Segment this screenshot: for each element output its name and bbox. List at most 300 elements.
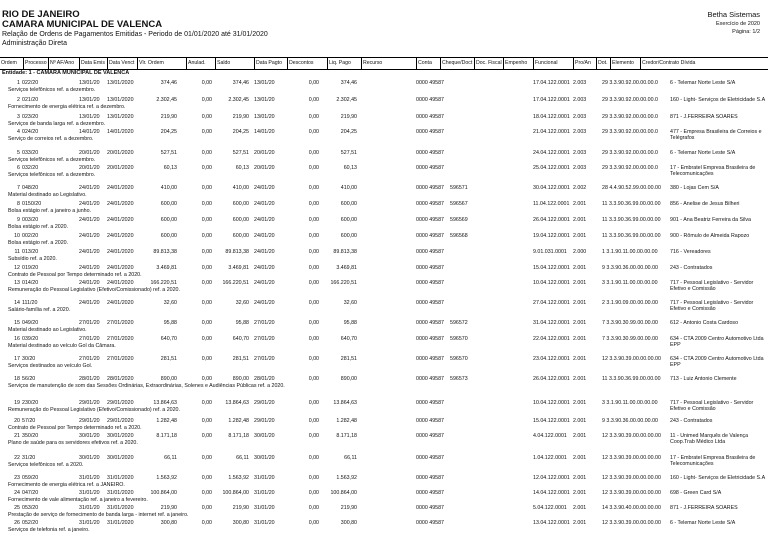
row-description: Serviços telefônicos ref. a 2020. (8, 462, 84, 468)
row-description: Contrato de Pessoal por Tempo determinado ref. a 2020. (8, 425, 142, 431)
row-description: Fornecimento de energia elétrica ref. a JANEIRO. (8, 482, 125, 488)
cell-vlr: 300,80 (160, 520, 177, 526)
row-description: Serviços de banda larga ref. a dezembro. (8, 121, 106, 127)
cell-vlr: 890,00 (160, 376, 177, 382)
cell-emis: 31/01/20 (79, 490, 100, 496)
cell-conta: 0000 49587 (416, 320, 444, 326)
cell-elem: 2 3.1.90.09.00.00.00.00 (602, 300, 658, 306)
cell-conta: 0000 49587 (416, 150, 444, 156)
column-header-10: Liq. Pago (327, 58, 351, 69)
report-meta (707, 10, 760, 36)
cell-venc: 31/01/2020 (107, 490, 134, 496)
cell-anul: 0,00 (201, 455, 212, 461)
cell-liq: 8.171,18 (336, 433, 357, 439)
cell-desc: 0,00 (308, 80, 319, 86)
cell-desc: 0,00 (308, 520, 319, 526)
cell-liq: 300,80 (340, 520, 357, 526)
cell-venc: 13/01/2020 (107, 97, 134, 103)
cell-conta: 0000 49587 (416, 185, 444, 191)
cell-func: 21.04.122.0001 (533, 129, 570, 135)
cell-anul: 0,00 (201, 114, 212, 120)
cell-pro: 2.003 (573, 97, 587, 103)
cell-pag: 30/01/20 (254, 455, 275, 461)
cell-emis: 24/01/20 (79, 300, 100, 306)
cell-emis: 30/01/20 (79, 455, 100, 461)
cell-pro: 2.003 (573, 80, 587, 86)
cell-emis: 29/01/20 (79, 418, 100, 424)
cell-n: 13 (14, 280, 20, 286)
cell-venc: 13/01/2020 (107, 114, 134, 120)
cell-venc: 27/01/2020 (107, 320, 134, 326)
cell-anul: 0,00 (201, 97, 212, 103)
cell-vlr: 281,51 (160, 356, 177, 362)
cell-desc: 0,00 (308, 336, 319, 342)
cell-creditor: 634 - CTA 2009 Centro Automotivo Ltda EPP (670, 336, 764, 349)
cell-saldo: 166.220,51 (222, 280, 249, 286)
cell-emis: 24/01/20 (79, 265, 100, 271)
cell-anul: 0,00 (201, 150, 212, 156)
cell-emis: 31/01/20 (79, 520, 100, 526)
cell-proc: 31/20 (22, 455, 36, 461)
cell-saldo: 89.813,38 (225, 249, 249, 255)
cell-elem: 29 3.3.90.92.00.00.00.0 (602, 150, 658, 156)
cell-desc: 0,00 (308, 475, 319, 481)
cell-cheq: 596568 (450, 233, 468, 239)
cell-conta: 0000 49587 (416, 400, 444, 406)
cell-desc: 0,00 (308, 376, 319, 382)
cell-liq: 32,60 (343, 300, 357, 306)
cell-emis: 24/01/20 (79, 233, 100, 239)
cell-liq: 600,00 (340, 233, 357, 239)
cell-venc: 24/01/2020 (107, 265, 134, 271)
cell-anul: 0,00 (201, 490, 212, 496)
cell-proc: 039/20 (22, 336, 39, 342)
cell-elem: 14 3.3.90.40.00.00.00.00 (602, 505, 661, 511)
cell-func: 13.04.122.0001 (533, 520, 570, 526)
row-description: Serviços de manutenção de som das Sessões Ordinárias, Extraordinárias, Solenes e Audiências Públicas ref. a 2020. (8, 383, 285, 389)
cell-proc: 350/20 (22, 433, 39, 439)
cell-elem: 12 3.3.90.39.00.00.00.00 (602, 475, 661, 481)
cell-elem: 12 3.3.90.39.00.00.00.00 (602, 490, 661, 496)
cell-anul: 0,00 (201, 320, 212, 326)
cell-saldo: 300,80 (232, 520, 249, 526)
cell-saldo: 281,51 (232, 356, 249, 362)
cell-desc: 0,00 (308, 114, 319, 120)
cell-pro: 2.001 (573, 490, 587, 496)
cell-proc: 048/20 (22, 185, 39, 191)
cell-liq: 600,00 (340, 201, 357, 207)
cell-pag: 27/01/20 (254, 320, 275, 326)
cell-anul: 0,00 (201, 418, 212, 424)
cell-emis: 24/01/20 (79, 201, 100, 207)
column-header-15: Empenho (503, 58, 527, 69)
cell-emis: 24/01/20 (79, 280, 100, 286)
cell-func: 17.04.122.0001 (533, 97, 570, 103)
cell-emis: 24/01/20 (79, 217, 100, 223)
cell-creditor: 243 - Contratados (670, 265, 713, 271)
column-header-13: Cheque/Doct (440, 58, 472, 69)
cell-saldo: 95,88 (235, 320, 249, 326)
cell-vlr: 600,00 (160, 233, 177, 239)
cell-pag: 24/01/20 (254, 233, 275, 239)
cell-pag: 13/01/20 (254, 97, 275, 103)
column-header-5: Vlr. Ordem (137, 58, 164, 69)
cell-pag: 24/01/20 (254, 280, 275, 286)
cell-venc: 20/01/2020 (107, 165, 134, 171)
row-description: Subsídio ref. a 2020. (8, 256, 57, 262)
cell-func: 26.04.122.0001 (533, 217, 570, 223)
cell-venc: 14/01/2020 (107, 129, 134, 135)
cell-pro: 2.001 (573, 418, 587, 424)
cell-emis: 28/01/20 (79, 376, 100, 382)
cell-venc: 27/01/2020 (107, 336, 134, 342)
cell-func: 15.04.122.0001 (533, 265, 570, 271)
cell-proc: 014/20 (22, 280, 39, 286)
cell-vlr: 32,60 (163, 300, 177, 306)
cell-venc: 30/01/2020 (107, 433, 134, 439)
cell-n: 1 (17, 80, 20, 86)
cell-proc: 023/20 (22, 114, 39, 120)
cell-pag: 28/01/20 (254, 376, 275, 382)
cell-proc: 059/20 (22, 475, 39, 481)
cell-elem: 12 3.3.90.39.00.00.00.00 (602, 356, 661, 362)
cell-desc: 0,00 (308, 320, 319, 326)
cell-n: 11 (14, 249, 20, 255)
cell-vlr: 66,11 (164, 455, 177, 461)
cell-pro: 2.001 (573, 217, 587, 223)
cell-emis: 27/01/20 (79, 336, 100, 342)
cell-pag: 24/01/20 (254, 300, 275, 306)
cell-proc: 111/20 (22, 300, 38, 306)
cell-pro: 2.002 (573, 185, 587, 191)
row-description: Fornecimento de energia elétrica ref. a dezembro. (8, 104, 126, 110)
cell-anul: 0,00 (201, 217, 212, 223)
cell-desc: 0,00 (308, 505, 319, 511)
cell-pro: 2.001 (573, 300, 587, 306)
row-description: Bolsa estágio ref. a 2020. (8, 224, 69, 230)
cell-n: 4 (17, 129, 20, 135)
cell-pag: 13/01/20 (254, 80, 275, 86)
row-description: Serviços de telefonia ref. a janeiro. (8, 527, 90, 533)
cell-proc: 049/20 (22, 320, 39, 326)
cell-anul: 0,00 (201, 376, 212, 382)
cell-liq: 374,46 (340, 80, 357, 86)
cell-conta: 0000 49587 (416, 233, 444, 239)
column-header-row (0, 57, 768, 70)
cell-elem: 29 3.3.90.92.00.00.00.0 (602, 165, 658, 171)
cell-pro: 2.001 (573, 280, 587, 286)
column-header-3: Data Emis (79, 58, 105, 69)
cell-func: 9.01.031.0001 (533, 249, 567, 255)
cell-pro: 2.001 (573, 505, 587, 511)
cell-elem: 29 3.3.90.92.00.00.00.0 (602, 114, 658, 120)
cell-venc: 24/01/2020 (107, 249, 134, 255)
cell-func: 31.04.122.0001 (533, 320, 570, 326)
row-description: Plano de saúde para os servidores efetivos ref. a 2020. (8, 440, 138, 446)
cell-anul: 0,00 (201, 336, 212, 342)
cell-elem: 7 3.3.90.30.99.00.00.00 (602, 336, 658, 342)
cell-cheq: 596567 (450, 201, 468, 207)
cell-creditor: 901 - Ana Beatriz Ferreira da Silva (670, 217, 751, 223)
cell-saldo: 219,90 (232, 114, 249, 120)
row-description: Material destinado ao veículo Gol da Câmara. (8, 343, 116, 349)
cell-vlr: 1.282,48 (156, 418, 177, 424)
cell-n: 20 (14, 418, 20, 424)
cell-creditor: 6 - Telemar Norte Leste S/A (670, 520, 736, 526)
cell-emis: 30/01/20 (79, 433, 100, 439)
cell-liq: 100.864,00 (330, 490, 357, 496)
cell-func: 10.04.122.0001 (533, 400, 570, 406)
cell-saldo: 60,13 (235, 165, 249, 171)
cell-liq: 219,90 (340, 114, 357, 120)
cell-emis: 13/01/20 (79, 97, 100, 103)
cell-n: 8 (17, 201, 20, 207)
cell-elem: 9 3.3.90.36.00.00.00.00 (602, 418, 658, 424)
cell-emis: 29/01/20 (79, 400, 100, 406)
cell-desc: 0,00 (308, 300, 319, 306)
cell-liq: 204,25 (340, 129, 357, 135)
cell-func: 30.04.122.0001 (533, 185, 570, 191)
cell-venc: 24/01/2020 (107, 300, 134, 306)
cell-elem: 3 3.1.90.11.00.00.00.00 (602, 400, 658, 406)
cell-func: 14.04.122.0001 (533, 490, 570, 496)
cell-elem: 9 3.3.90.36.00.00.00.00 (602, 265, 658, 271)
cell-vlr: 640,70 (160, 336, 177, 342)
cell-proc: 013/20 (22, 249, 39, 255)
cell-n: 17 (14, 356, 20, 362)
cell-anul: 0,00 (201, 400, 212, 406)
cell-conta: 0000 49587 (416, 265, 444, 271)
cell-n: 19 (14, 400, 20, 406)
cell-n: 3 (17, 114, 20, 120)
cell-vlr: 219,90 (160, 505, 177, 511)
cell-pag: 13/01/20 (254, 114, 275, 120)
column-header-0: Ordem (1, 60, 17, 66)
exercise-label: Exercício de 2020 (715, 21, 760, 27)
cell-pro: 2.001 (573, 400, 587, 406)
row-description: Bolsa estágio ref. a 2020. (8, 240, 69, 246)
cell-pro: 2.001 (573, 336, 587, 342)
cell-creditor: 160 - Light- Serviços de Eletricidade S.A (670, 475, 766, 481)
cell-desc: 0,00 (308, 418, 319, 424)
cell-creditor: 717 - Pessoal Legislativo - Servidor Efetivo e Comissão (670, 400, 754, 413)
cell-elem: 7 3.3.90.30.99.00.00.00 (602, 320, 658, 326)
cell-creditor: 380 - Lojas Cem S/A (670, 185, 719, 191)
cell-saldo: 890,00 (232, 376, 249, 382)
cell-saldo: 2.302,45 (228, 97, 249, 103)
cell-liq: 527,51 (340, 150, 357, 156)
row-description: Serviços destinados ao veículo Gol. (8, 363, 93, 369)
cell-liq: 13.864,63 (333, 400, 357, 406)
cell-cheq: 596572 (450, 320, 468, 326)
cell-anul: 0,00 (201, 475, 212, 481)
cell-saldo: 100.864,00 (222, 490, 249, 496)
cell-venc: 24/01/2020 (107, 201, 134, 207)
cell-conta: 0000 49587 (416, 97, 444, 103)
cell-creditor: 871 - J.FERREIRA SOARES (670, 505, 738, 511)
cell-n: 22 (14, 455, 20, 461)
cell-proc: 022/20 (22, 80, 39, 86)
cell-pag: 20/01/20 (254, 150, 275, 156)
cell-desc: 0,00 (308, 280, 319, 286)
cell-conta: 0000 49587 (416, 418, 444, 424)
cell-desc: 0,00 (308, 433, 319, 439)
column-header-11: Recurso (361, 58, 382, 69)
cell-creditor: 6 - Telemar Norte Leste S/A (670, 150, 736, 156)
cell-liq: 95,88 (343, 320, 357, 326)
cell-proc: 002/20 (22, 233, 39, 239)
entity-label: Entidade: 1 - CAMARA MUNICIPAL DE VALENCA (2, 70, 130, 76)
cell-saldo: 66,11 (236, 455, 249, 461)
cell-anul: 0,00 (201, 201, 212, 207)
cell-venc: 27/01/2020 (107, 356, 134, 362)
cell-conta: 0000 49587 (416, 217, 444, 223)
column-header-2: Nº AF/Ano (48, 58, 74, 69)
cell-venc: 29/01/2020 (107, 400, 134, 406)
cell-n: 15 (14, 320, 20, 326)
cell-vlr: 2.302,45 (156, 97, 177, 103)
cell-creditor: 160 - Light- Serviços de Eletricidade S.A (670, 97, 766, 103)
cell-pro: 2.001 (573, 201, 587, 207)
column-header-17: Pro/An (573, 58, 591, 69)
cell-desc: 0,00 (308, 129, 319, 135)
cell-desc: 0,00 (308, 165, 319, 171)
cell-desc: 0,00 (308, 455, 319, 461)
cell-vlr: 1.563,92 (156, 475, 177, 481)
state-title: RIO DE JANEIRO (2, 9, 80, 20)
cell-emis: 27/01/20 (79, 320, 100, 326)
cell-creditor: 716 - Vereadores (670, 249, 711, 255)
cell-venc: 31/01/2020 (107, 520, 134, 526)
cell-saldo: 600,00 (232, 233, 249, 239)
cell-proc: 052/20 (22, 520, 39, 526)
cell-creditor: 11 - Unimed Marquês de Valença Coop.Trab Médico Ltda (670, 433, 749, 446)
cell-func: 24.04.122.0001 (533, 150, 570, 156)
entity-title: CAMARA MUNICIPAL DE VALENCA (2, 19, 163, 30)
cell-proc: 024/20 (22, 129, 39, 135)
column-header-6: Anulad. (186, 58, 206, 69)
cell-cheq: 596570 (450, 356, 468, 362)
cell-anul: 0,00 (201, 505, 212, 511)
cell-cheq: 596571 (450, 185, 468, 191)
cell-pro: 2.003 (573, 150, 587, 156)
page-number: Página: 1/2 (732, 29, 760, 35)
cell-proc: 032/20 (22, 165, 39, 171)
cell-elem: 11 3.3.90.36.99.00.00.00 (602, 217, 661, 223)
cell-pag: 27/01/20 (254, 356, 275, 362)
cell-vlr: 374,46 (160, 80, 177, 86)
cell-emis: 14/01/20 (79, 129, 100, 135)
cell-desc: 0,00 (308, 97, 319, 103)
cell-conta: 0000 49587 (416, 280, 444, 286)
cell-n: 5 (17, 150, 20, 156)
report-title: Relação de Ordens de Pagamentos Emitidas - Periodo de 01/01/2020 até 31/01/2020 (2, 31, 268, 38)
cell-desc: 0,00 (308, 233, 319, 239)
cell-elem: 12 3.3.90.39.00.00.00.00 (602, 433, 661, 439)
cell-pro: 2.001 (573, 356, 587, 362)
cell-n: 26 (14, 520, 20, 526)
cell-liq: 410,00 (340, 185, 357, 191)
cell-proc: 57/20 (22, 418, 36, 424)
cell-pag: 27/01/20 (254, 336, 275, 342)
cell-liq: 66,11 (344, 455, 357, 461)
cell-conta: 0000 49587 (416, 336, 444, 342)
cell-emis: 31/01/20 (79, 475, 100, 481)
cell-func: 19.04.122.0001 (533, 233, 570, 239)
cell-emis: 20/01/20 (79, 150, 100, 156)
cell-n: 14 (14, 300, 20, 306)
cell-venc: 29/01/2020 (107, 418, 134, 424)
cell-desc: 0,00 (308, 490, 319, 496)
row-description: Fornecimento de vale alimentação ref. a janeiro a fevereiro. (8, 497, 148, 503)
cell-vlr: 13.864,63 (153, 400, 177, 406)
cell-emis: 13/01/20 (79, 114, 100, 120)
cell-liq: 60,13 (343, 165, 357, 171)
cell-n: 23 (14, 475, 20, 481)
cell-anul: 0,00 (201, 165, 212, 171)
column-header-1: Processo (23, 58, 47, 69)
cell-desc: 0,00 (308, 265, 319, 271)
cell-pag: 14/01/20 (254, 129, 275, 135)
cell-elem: 11 3.3.90.36.99.00.00.00 (602, 201, 661, 207)
column-header-8: Data Pagto (254, 58, 282, 69)
cell-n: 12 (14, 265, 20, 271)
cell-func: 10.04.122.0001 (533, 280, 570, 286)
row-description: Remuneração do Pessoal Legislativo (Efetivo/Comissionado) ref. a 2020. (8, 287, 180, 293)
cell-anul: 0,00 (201, 185, 212, 191)
cell-func: 22.04.122.0001 (533, 336, 570, 342)
cell-creditor: 634 - CTA 2009 Centro Automotivo Ltda EPP (670, 356, 764, 369)
cell-conta: 0000 49587 (416, 114, 444, 120)
cell-conta: 0000 49587 (416, 433, 444, 439)
cell-func: 23.04.122.0001 (533, 356, 570, 362)
cell-vlr: 8.171,18 (156, 433, 177, 439)
cell-func: 4.04.122.0001 (533, 433, 567, 439)
cell-func: 27.04.122.0001 (533, 300, 570, 306)
cell-saldo: 204,25 (232, 129, 249, 135)
row-description: Bolsa estágio ref. a janeiro a junho. (8, 208, 92, 214)
cell-venc: 24/01/2020 (107, 185, 134, 191)
cell-func: 1.04.122.0001 (533, 455, 567, 461)
cell-vlr: 219,90 (160, 114, 177, 120)
cell-vlr: 3.469,81 (156, 265, 177, 271)
cell-creditor: 717 - Pessoal Legislativo - Servidor Efetivo e Comissão (670, 300, 754, 313)
cell-n: 24 (14, 490, 20, 496)
cell-liq: 640,70 (340, 336, 357, 342)
cell-saldo: 600,00 (232, 217, 249, 223)
cell-creditor: 17 - Embratel Empresa Brasileira de Telecomunicações (670, 165, 756, 178)
cell-saldo: 8.171,18 (228, 433, 249, 439)
cell-conta: 0000 49587 (416, 201, 444, 207)
cell-conta: 0000 49587 (416, 80, 444, 86)
cell-saldo: 219,90 (232, 505, 249, 511)
cell-conta: 0000 49587 (416, 356, 444, 362)
cell-proc: 019/20 (22, 265, 39, 271)
column-header-9: Descontos (287, 58, 314, 69)
cell-creditor: 900 - Rômulo de Almeida Rapozo (670, 233, 750, 239)
cell-conta: 0000 49587 (416, 505, 444, 511)
cell-func: 11.04.122.0001 (533, 201, 570, 207)
column-header-18: Dot. (596, 58, 608, 69)
cell-pag: 31/01/20 (254, 520, 275, 526)
cell-anul: 0,00 (201, 265, 212, 271)
cell-vlr: 600,00 (160, 217, 177, 223)
cell-liq: 219,90 (340, 505, 357, 511)
cell-proc: 047/20 (22, 490, 39, 496)
cell-pro: 2.001 (573, 233, 587, 239)
cell-elem: 3 3.1.90.11.00.00.00.00 (602, 280, 658, 286)
cell-anul: 0,00 (201, 300, 212, 306)
